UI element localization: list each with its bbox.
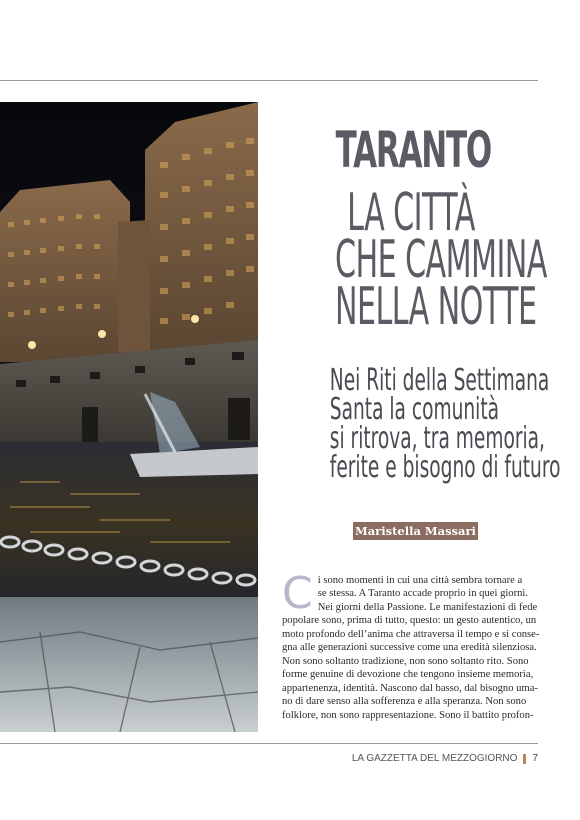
subhead-line: si ritrova, tra memoria,	[329, 421, 545, 456]
drop-cap: C	[282, 568, 313, 619]
body-line: gna alle generazioni successive come una eredità silenziosa.	[282, 642, 537, 654]
body-line: no di dare senso alla sofferenza e alla speranza. Non sono	[282, 696, 527, 708]
body-line: moto profondo dell’anima che attraversa il tempo e si conse-	[282, 628, 540, 640]
article-headline	[280, 183, 547, 337]
body-line: i sono momenti in cui una città sembra tornare a	[317, 575, 523, 586]
body-line: Nei giorni della Passione. Le manifestazioni di fede	[317, 601, 538, 613]
article-subhead	[280, 363, 561, 485]
body-line: se stessa. A Taranto accade proprio in quei giorni.	[317, 588, 529, 600]
page-number: 7	[532, 753, 538, 764]
body-line: folklore, non sono rappresentazione. Sono il battito profon-	[282, 709, 534, 721]
headline-line: LA CITTÀ	[347, 183, 475, 243]
bottom-rule	[0, 743, 538, 744]
page-footer	[352, 753, 538, 764]
subhead-line: ferite e bisogno di futuro	[329, 450, 561, 485]
subhead-line: Nei Riti della Settimana	[329, 363, 550, 398]
top-rule	[0, 80, 538, 81]
body-line: popolare sono, prima di tutto, questo: un gesto autentico, un	[282, 615, 537, 627]
publication-name: LA GAZZETTA DEL MEZZOGIORNO	[351, 753, 518, 764]
author-byline: Maristella Massari	[355, 524, 476, 538]
headline-line: NELLA NOTTE	[335, 277, 537, 337]
body-line: Non sono soltanto tradizione, non sono soltanto rito. Sono	[282, 655, 529, 667]
night-harbour-photo	[0, 102, 258, 732]
article-kicker: TARANTO	[335, 121, 491, 179]
article-body	[282, 568, 540, 722]
body-line: forme genuine di devozione che tengono insieme memoria,	[282, 669, 534, 681]
subhead-line: Santa la comunità	[329, 392, 500, 427]
footer-separator	[523, 754, 526, 764]
body-line: appartenenza, identità. Nascono dal basso, dal bisogno uma-	[282, 682, 538, 694]
headline-line: CHE CAMMINA	[335, 230, 547, 290]
